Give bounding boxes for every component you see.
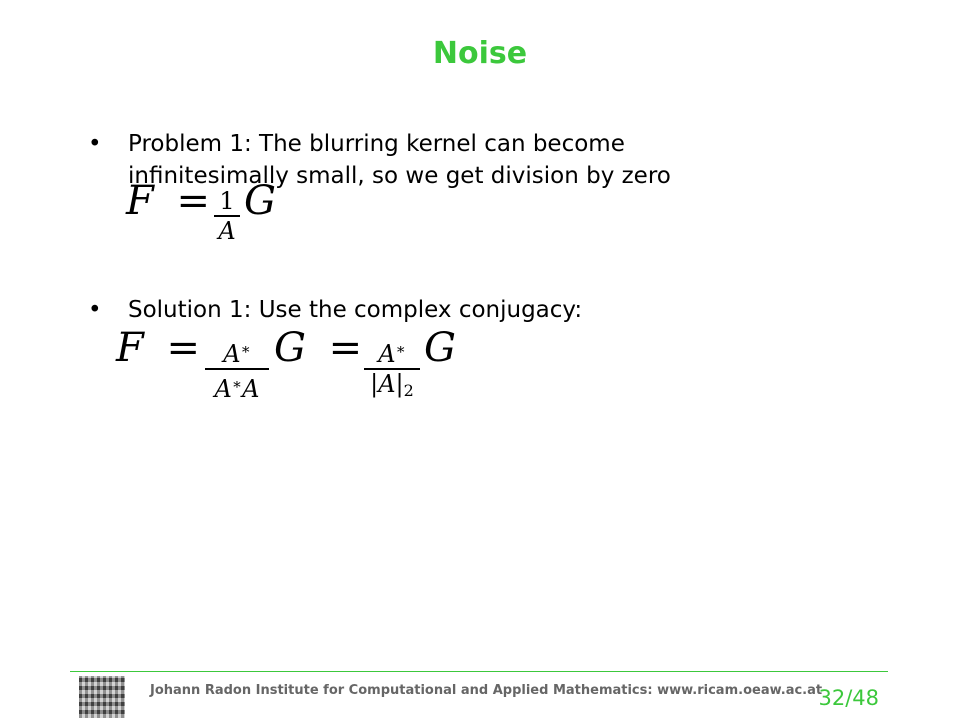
footer-institute: Johann Radon Institute for Computational and Applied Mathematics: www.ricam.oeaw.ac.at [150,683,823,698]
eq-symbol: F [116,325,144,371]
bullet-marker: • [88,297,102,323]
eq-symbol: G [274,325,306,371]
eq-symbol: = [328,325,363,371]
eq-symbol: = [166,325,200,371]
eq-symbol: G [424,325,456,371]
eq-symbol: F [126,178,154,224]
fraction-denominator: A∗A [214,375,260,403]
bullet-text: Solution 1: Use the complex conjugacy: [128,297,583,323]
fraction-one-over-a [214,188,240,244]
fraction-numerator: A∗ [378,340,406,368]
page-number: 32/48 [818,686,879,710]
bullet-line: Problem 1: The blurring kernel can become [128,131,625,157]
equation-conjugacy [116,325,200,371]
fraction-numerator: A∗ [223,340,251,368]
eq-symbol: G [244,178,276,224]
fraction-numerator: 1 [219,187,235,215]
slide-title: Noise [432,36,528,71]
fraction-conjugate-product [205,336,269,402]
bullet-line: infinitesimally small, so we get division by zero [128,163,671,189]
equation-division-rhs [244,178,276,224]
institute-logo [79,676,125,718]
fraction-bar [205,368,269,370]
equation-conjugacy-mid [274,325,362,371]
fraction-denominator: $|A|_2$ [370,370,414,400]
equation-division [126,178,210,224]
footer-divider [70,671,888,672]
bullet-marker: • [88,131,102,157]
fraction-denominator: A [218,217,236,245]
eq-symbol: = [176,178,210,224]
fraction-abs-squared [364,336,420,404]
equation-conjugacy-rhs [424,325,456,371]
